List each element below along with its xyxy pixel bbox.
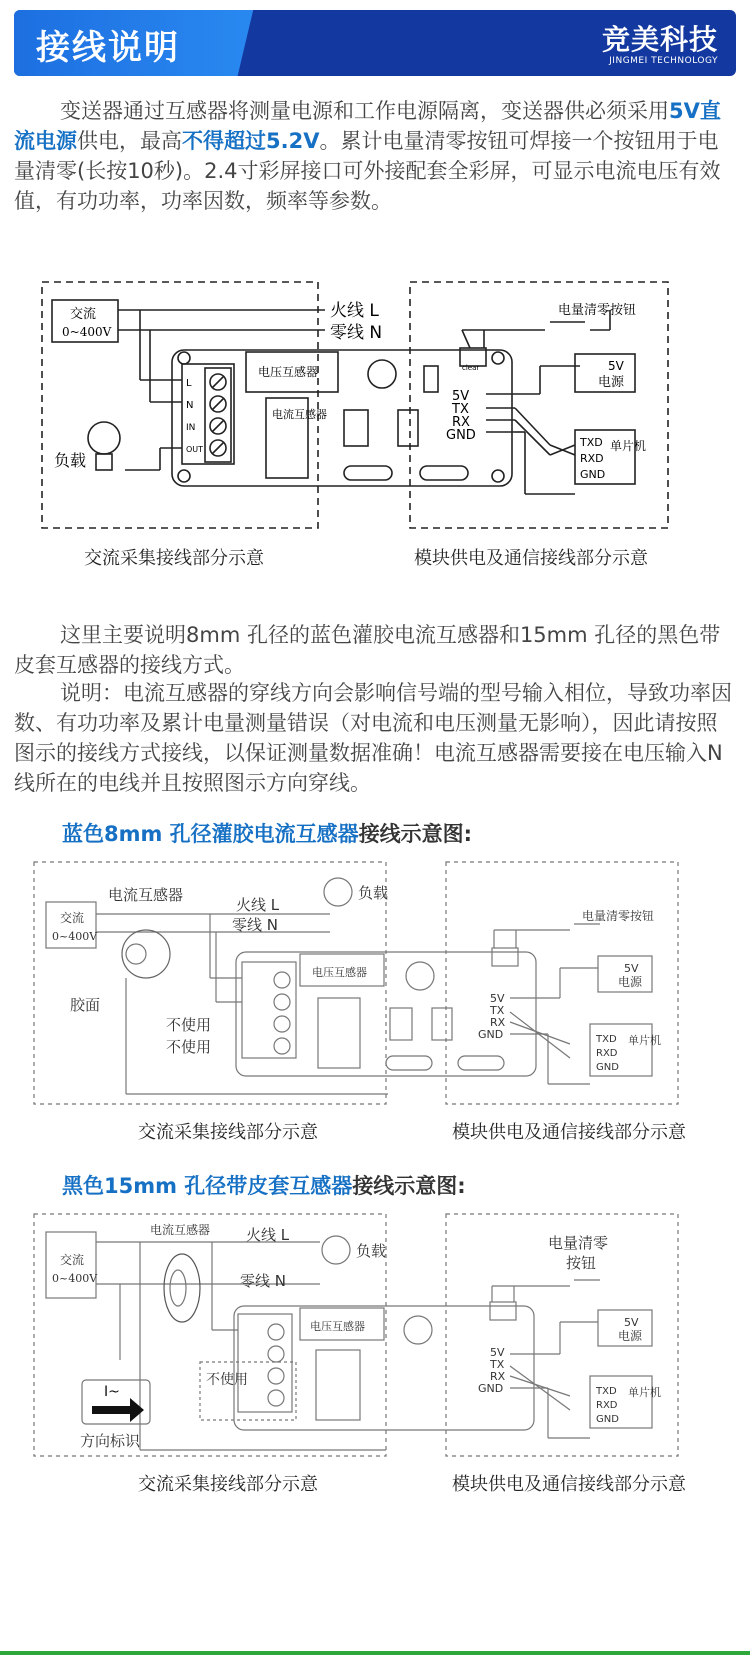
section3-heading-rest: 接线示意图: [352,1174,466,1198]
s3-pin-5v: 5V [490,1346,505,1359]
s2-caption-ac: 交流采集接线部分示意 [138,1122,318,1143]
s2-neutral-label: 零线 N [232,916,278,934]
s3-reset-line1: 电量清零 [548,1234,609,1252]
s3-live-label: 火线 L [246,1226,290,1244]
s3-pin-gnd: GND [478,1382,504,1395]
explain-text-2: 说明：电流互感器的穿线方向会影响信号端的型号输入相位，导致功率因数、有功功率及累计电量测量错误（对电流和电压测量无影响），因此请按照图示的接线方式接线，以保证测量数据准确！电流互感器需要接在电压输入N 线所在的电线并且按照图示方向穿线。 [14,681,732,795]
caption-ac-section: 交流采集接线部分示意 [84,548,264,569]
s2-mcu-label: 单片机 [628,1034,661,1047]
mcu-gnd: GND [580,468,606,481]
pin-tx: TX [452,402,469,417]
intro-text-1: 变送器通过互感器将测量电源和工作电源隔离，变送器供必须采用 [60,99,669,123]
s2-caption-supply: 模块供电及通信接线部分示意 [452,1122,686,1143]
s3-direction-label: 方向标识 [80,1432,141,1450]
s3-pin-tx: TX [490,1358,505,1371]
ct-label: 电流互感器 [272,408,327,421]
ac-range: 0~400V [62,325,112,339]
s3-reset-line2: 按钮 [566,1254,597,1272]
s2-load-label: 负载 [358,884,389,902]
section2-heading-rest: 接线示意图: [358,822,473,846]
s2-reset-label: 电量清零按钮 [582,909,655,923]
intro-paragraph [14,96,736,216]
s3-direction-symbol: I~ [104,1384,120,1400]
intro-highlight-limit: 不得超过5.2V [182,129,320,153]
s2-pin-5v: 5V [490,992,505,1005]
mcu-txd: TXD [580,436,603,449]
explain-text-1: 这里主要说明8mm 孔径的蓝色灌胶电流互感器和15mm 孔径的黑色带皮套互感器的接线方式。 [14,623,721,677]
section3-heading [62,1170,466,1200]
s2-supply-v: 5V [624,962,639,975]
mcu-rxd: RXD [580,452,604,465]
s3-supply-v: 5V [624,1316,639,1329]
wiring-diagram-blue-ct [0,858,750,1108]
s2-ac-label: 交流 [60,911,85,925]
section3-heading-highlight: 黑色15mm 孔径带皮套互感器 [62,1174,353,1198]
supply-section-frame [410,282,668,528]
s2-pin-rx: RX [490,1016,506,1029]
page-title: 接线说明 [36,28,180,68]
wiring-diagram-main [0,270,750,540]
bulb-icon [88,422,120,454]
neutral-wire-label: 零线 N [330,323,383,343]
s3-mcu-gnd: GND [596,1414,619,1425]
direction-arrow-icon [92,1398,144,1422]
reset-button-label: 电量清零按钮 [558,303,637,318]
section2-heading [62,818,472,848]
s2-ct-label: 电流互感器 [108,886,184,904]
s3-pin-rx: RX [490,1370,506,1383]
terminal-n: N [186,400,194,411]
s3-ct-label: 电流互感器 [150,1223,211,1237]
bottom-divider [0,1651,750,1655]
brand-logo [602,18,718,66]
s2-unused-1: 不使用 [166,1016,212,1034]
s3-mcu-label: 单片机 [628,1386,661,1399]
intro-highlight-voltage: 5V直流电源 [14,99,721,153]
brand-name: 竞美科技 [601,23,718,56]
supply-label: 电源 [598,375,625,390]
s2-glue-label: 胶面 [70,996,101,1014]
mcu-label: 单片机 [610,439,647,453]
explain-paragraph-1 [14,620,736,680]
caption-supply-section: 模块供电及通信接线部分示意 [414,548,648,569]
s3-caption-ac: 交流采集接线部分示意 [138,1474,318,1495]
s3-mcu-rxd: RXD [596,1400,618,1411]
s3-vt-label: 电压互感器 [310,1320,365,1333]
s2-mcu-gnd: GND [596,1062,619,1073]
wiring-diagram-black-ct [0,1210,750,1460]
s2-unused-2: 不使用 [166,1038,212,1056]
supply-voltage: 5V [608,359,624,373]
clear-pad-label: clear [462,364,480,372]
s3-supply-label: 电源 [618,1329,643,1343]
s2-vt-label: 电压互感器 [312,966,367,979]
live-wire-label: 火线 L [330,301,379,321]
s3-load-label: 负载 [356,1242,387,1260]
s2-pin-gnd: GND [478,1028,504,1041]
terminal-in: IN [186,423,196,433]
s3-caption-supply: 模块供电及通信接线部分示意 [452,1474,686,1495]
terminal-out: OUT [186,445,204,454]
intro-text-3: 。累计电量清零按钮可焊接一个按钮用于电量清零(长按10秒)。2.4寸彩屏接口可外接配套全彩屏，可显示电流电压有效值，有功功率，功率因数，频率等参数。 [14,129,721,213]
s3-neutral-label: 零线 N [240,1272,286,1290]
ac-label: 交流 [70,307,97,322]
section2-heading-highlight: 蓝色8mm 孔径灌胶电流互感器 [62,822,359,846]
pin-gnd: GND [446,428,476,443]
s2-ac-range: 0~400V [52,930,98,943]
explain-paragraph-2 [14,678,736,798]
s3-ac-label: 交流 [60,1253,85,1267]
brand-english: JINGMEI TECHNOLOGY [609,56,718,66]
pin-5v: 5V [452,389,470,404]
s3-mcu-txd: TXD [596,1386,617,1397]
s2-mcu-txd: TXD [596,1034,617,1045]
header-banner [14,10,736,76]
s2-supply-label: 电源 [618,975,643,989]
intro-text-2: 供电，最高 [77,129,182,153]
s2-pin-tx: TX [490,1004,505,1017]
terminal-l: L [186,378,192,389]
s2-live-label: 火线 L [236,896,280,914]
s3-unused-label: 不使用 [206,1372,248,1388]
s2-mcu-rxd: RXD [596,1048,618,1059]
load-label: 负载 [54,451,87,470]
s3-ac-range: 0~400V [52,1272,98,1285]
pin-rx: RX [452,415,470,430]
vt-label: 电压互感器 [258,365,319,379]
